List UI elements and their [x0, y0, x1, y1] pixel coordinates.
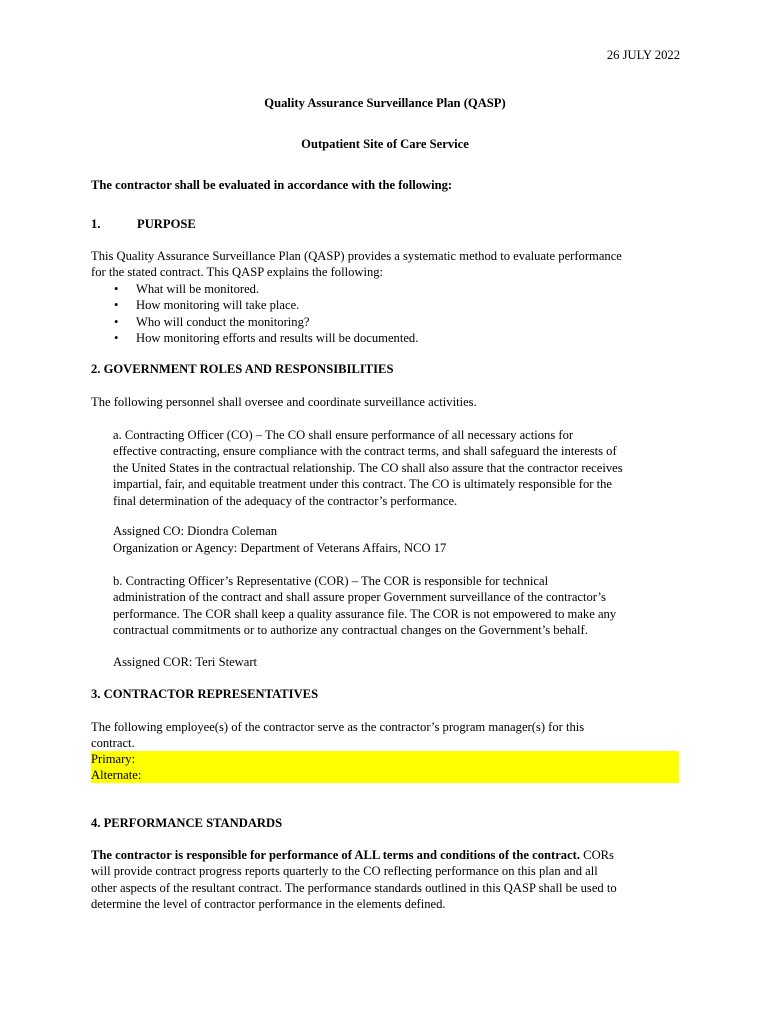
alternate-field-highlight: Alternate:: [91, 767, 679, 783]
primary-field-highlight: Primary:: [91, 751, 679, 767]
document-date: 26 JULY 2022: [606, 48, 680, 62]
assigned-cor: Assigned COR: Teri Stewart: [113, 655, 258, 669]
section-2-heading: 2. GOVERNMENT ROLES AND RESPONSIBILITIES: [91, 362, 394, 376]
section-3-paragraph: The following employee(s) of the contractor serve as the contractor’s program manager(s) for this contract.: [91, 720, 585, 751]
list-item: • How monitoring efforts and results will be documented.: [114, 331, 419, 346]
bullet-icon: •: [114, 298, 119, 313]
bullet-icon: •: [114, 314, 119, 329]
section-3-heading: 3. CONTRACTOR REPRESENTATIVES: [91, 687, 319, 701]
section-1-line: for the stated contract. This QASP explains the following:: [91, 265, 384, 280]
section-4-bold-lead: The contractor is responsible for performance of ALL terms and conditions of the contract.: [91, 848, 581, 862]
section-1-number: 1.: [91, 217, 101, 231]
purpose-bullet-list: [114, 281, 676, 347]
document-title: Quality Assurance Surveillance Plan (QASP): [264, 96, 506, 110]
cor-paragraph: b. Contracting Officer’s Representative (COR) – The COR is responsible for technical administration of the contract and shall assure proper Government surveillance of the contractor’s performance. The COR shall keep a quality assurance file. The COR is not empowered to make any contractual commitments or to authorize any contractual changes on the Government’s behalf.: [113, 574, 617, 638]
contracting-officer-paragraph: a. Contracting Officer (CO) – The CO shall ensure performance of all necessary actions for effective contracting, ensure compliance with the contract terms, and shall safeguard the interests of the United States in the contractual relationship. The CO shall also assure that the contractor receives impartial, fair, and equitable treatment under this contract. The CO is ultimately responsible for the final determination of the adequacy of the contractor’s performance.: [113, 428, 623, 508]
section-1-paragraph: [91, 248, 681, 281]
section-1-heading: PURPOSE: [137, 217, 196, 231]
assigned-co: Assigned CO: Diondra Coleman: [113, 524, 278, 538]
organization-agency: Organization or Agency: Department of Veterans Affairs, NCO 17: [113, 541, 447, 555]
list-item: • How monitoring will take place.: [114, 298, 300, 313]
list-item: • Who will conduct the monitoring?: [114, 314, 310, 329]
section-2-intro: The following personnel shall oversee and coordinate surveillance activities.: [91, 395, 477, 409]
section-1-line: This Quality Assurance Surveillance Plan (QASP) provides a systematic method to evaluate performance: [91, 249, 622, 263]
intro-statement: The contractor shall be evaluated in accordance with the following:: [91, 178, 453, 192]
document-subtitle: Outpatient Site of Care Service: [301, 137, 469, 151]
section-4-paragraph: The contractor is responsible for performance of ALL terms and conditions of the contract. CORs will provide contract progress reports quarterly to the CO reflecting performance on this plan and all other aspects of the resultant contract. The performance standards outlined in this QASP shall be used to determine the level of contractor performance in the elements defined.: [91, 848, 617, 912]
list-item: • What will be monitored.: [114, 282, 260, 296]
bullet-icon: •: [114, 331, 119, 346]
bullet-icon: •: [114, 282, 119, 296]
section-4-heading: 4. PERFORMANCE STANDARDS: [91, 816, 283, 830]
